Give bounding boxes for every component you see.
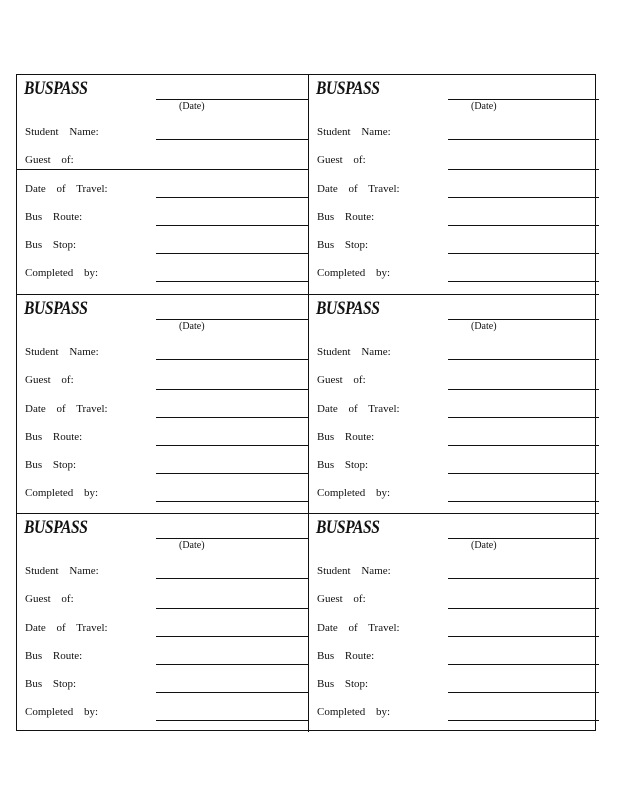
date-entry-line[interactable]	[156, 538, 308, 539]
date-entry-line[interactable]	[448, 538, 599, 539]
completed-by-label: Completed by:	[25, 487, 99, 499]
completed-by-entry-line[interactable]	[448, 720, 599, 721]
buspass-title: BUSPASS	[316, 517, 380, 538]
bus-route-label: Bus Route:	[317, 431, 375, 443]
bus-stop-label: Bus Stop:	[317, 239, 369, 251]
student-name-entry-line[interactable]	[448, 359, 599, 360]
buspass-title: BUSPASS	[316, 298, 380, 319]
buspass-title: BUSPASS	[24, 298, 88, 319]
bus-stop-label: Bus Stop:	[317, 459, 369, 471]
student-name-entry-line[interactable]	[156, 359, 308, 360]
date-of-travel-label: Date of Travel:	[25, 183, 108, 195]
completed-by-label: Completed by:	[317, 267, 391, 279]
completed-by-entry-line[interactable]	[448, 281, 599, 282]
buspass-sheet	[16, 74, 596, 731]
guest-of-label: Guest of:	[317, 154, 366, 166]
completed-by-entry-line[interactable]	[156, 720, 308, 721]
bus-route-label: Bus Route:	[317, 650, 375, 662]
student-name-label: Student Name:	[317, 346, 391, 358]
guest-of-entry-line[interactable]	[448, 608, 599, 609]
guest-of-label: Guest of:	[25, 593, 74, 605]
bus-route-label: Bus Route:	[317, 211, 375, 223]
bus-stop-entry-line[interactable]	[448, 692, 599, 693]
buspass-card	[308, 294, 599, 513]
bus-stop-entry-line[interactable]	[156, 253, 308, 254]
student-name-entry-line[interactable]	[448, 139, 599, 140]
date-of-travel-entry-line[interactable]	[156, 417, 308, 418]
guest-of-label: Guest of:	[25, 374, 74, 386]
section-divider	[17, 169, 308, 170]
guest-of-label: Guest of:	[317, 593, 366, 605]
student-name-label: Student Name:	[25, 565, 99, 577]
bus-route-entry-line[interactable]	[448, 225, 599, 226]
date-caption: (Date)	[471, 321, 497, 332]
bus-stop-entry-line[interactable]	[448, 473, 599, 474]
date-of-travel-label: Date of Travel:	[25, 403, 108, 415]
date-of-travel-label: Date of Travel:	[25, 622, 108, 634]
completed-by-entry-line[interactable]	[156, 281, 308, 282]
student-name-label: Student Name:	[317, 126, 391, 138]
buspass-title: BUSPASS	[24, 78, 88, 99]
date-of-travel-entry-line[interactable]	[156, 197, 308, 198]
student-name-entry-line[interactable]	[448, 578, 599, 579]
bus-stop-label: Bus Stop:	[25, 239, 77, 251]
completed-by-entry-line[interactable]	[156, 501, 308, 502]
date-entry-line[interactable]	[448, 319, 599, 320]
guest-of-entry-line[interactable]	[448, 389, 599, 390]
bus-route-label: Bus Route:	[25, 650, 83, 662]
bus-stop-label: Bus Stop:	[317, 678, 369, 690]
student-name-label: Student Name:	[317, 565, 391, 577]
bus-stop-label: Bus Stop:	[25, 678, 77, 690]
date-of-travel-entry-line[interactable]	[156, 636, 308, 637]
date-of-travel-label: Date of Travel:	[317, 403, 400, 415]
guest-of-entry-line[interactable]	[156, 608, 308, 609]
student-name-label: Student Name:	[25, 126, 99, 138]
buspass-title: BUSPASS	[316, 78, 380, 99]
buspass-card	[308, 75, 599, 294]
date-entry-line[interactable]	[156, 99, 308, 100]
buspass-card	[17, 75, 308, 294]
date-of-travel-entry-line[interactable]	[448, 636, 599, 637]
guest-of-label: Guest of:	[25, 154, 74, 166]
guest-of-entry-line[interactable]	[156, 389, 308, 390]
bus-route-entry-line[interactable]	[156, 225, 308, 226]
date-caption: (Date)	[179, 321, 205, 332]
date-entry-line[interactable]	[156, 319, 308, 320]
date-of-travel-entry-line[interactable]	[448, 197, 599, 198]
student-name-entry-line[interactable]	[156, 578, 308, 579]
buspass-title: BUSPASS	[24, 517, 88, 538]
date-caption: (Date)	[471, 101, 497, 112]
completed-by-label: Completed by:	[317, 706, 391, 718]
bus-route-entry-line[interactable]	[156, 664, 308, 665]
buspass-card	[17, 294, 308, 513]
bus-stop-label: Bus Stop:	[25, 459, 77, 471]
student-name-label: Student Name:	[25, 346, 99, 358]
guest-of-label: Guest of:	[317, 374, 366, 386]
bus-stop-entry-line[interactable]	[156, 692, 308, 693]
bus-route-label: Bus Route:	[25, 211, 83, 223]
bus-stop-entry-line[interactable]	[156, 473, 308, 474]
completed-by-label: Completed by:	[25, 706, 99, 718]
date-of-travel-label: Date of Travel:	[317, 183, 400, 195]
date-caption: (Date)	[471, 540, 497, 551]
bus-route-entry-line[interactable]	[156, 445, 308, 446]
bus-route-entry-line[interactable]	[448, 664, 599, 665]
bus-stop-entry-line[interactable]	[448, 253, 599, 254]
bus-route-entry-line[interactable]	[448, 445, 599, 446]
date-of-travel-entry-line[interactable]	[448, 417, 599, 418]
bus-route-label: Bus Route:	[25, 431, 83, 443]
completed-by-label: Completed by:	[25, 267, 99, 279]
student-name-entry-line[interactable]	[156, 139, 308, 140]
date-of-travel-label: Date of Travel:	[317, 622, 400, 634]
buspass-card	[17, 513, 308, 732]
guest-of-entry-line[interactable]	[448, 169, 599, 170]
date-caption: (Date)	[179, 540, 205, 551]
date-caption: (Date)	[179, 101, 205, 112]
completed-by-label: Completed by:	[317, 487, 391, 499]
buspass-card	[308, 513, 599, 732]
completed-by-entry-line[interactable]	[448, 501, 599, 502]
date-entry-line[interactable]	[448, 99, 599, 100]
